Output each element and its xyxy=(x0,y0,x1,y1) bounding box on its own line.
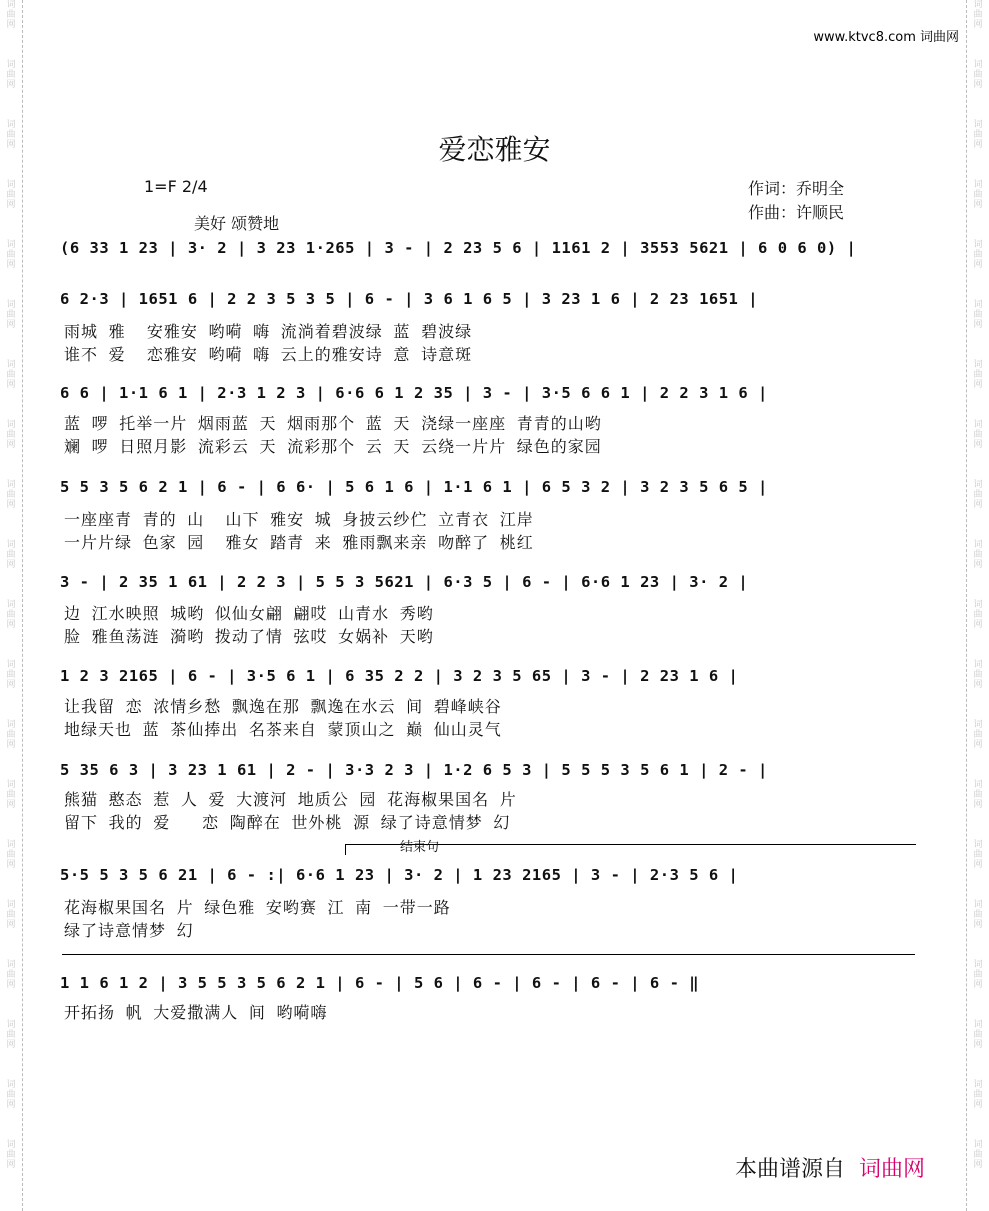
lyricist: 作词：乔明全 xyxy=(748,179,845,198)
watermark-text: 词曲网 xyxy=(6,540,16,570)
watermark-text: 词曲网 xyxy=(6,120,16,150)
notation-line: 6 6 | 1·1 6 1 | 2·3 1 2 3 | 6·6 6 1 2 35 | 3 - | 3·5 6 6 1 | 2 2 3 1 6 | xyxy=(60,384,768,402)
watermark-text: 词曲网 xyxy=(6,360,16,390)
lyric-verse-2: 谁不 爱 恋雅安 哟嗬 嗨 云上的雅安诗 意 诗意斑 xyxy=(64,345,473,364)
watermark-text: 词曲网 xyxy=(6,780,16,810)
watermark-text: 词曲网 xyxy=(6,300,16,330)
notation-line: 5 5 3 5 6 2 1 | 6 - | 6 6· | 5 6 1 6 | 1·1 6 1 | 6 5 3 2 | 3 2 3 5 6 5 | xyxy=(60,478,768,496)
notation-line: (6 33 1 23 | 3· 2 | 3 23 1·265 | 3 - | 2 23 5 6 | 1161 2 | 3553 5621 | 6 0 6 0) | xyxy=(60,239,857,257)
watermark-text: 词曲网 xyxy=(973,240,983,270)
watermark-text: 词曲网 xyxy=(6,60,16,90)
watermark-text: 词曲网 xyxy=(973,1020,983,1050)
lyric-verse-1: 边 江水映照 城哟 似仙女翩 翩哎 山青水 秀哟 xyxy=(64,604,434,623)
notation-line: 3 - | 2 35 1 61 | 2 2 3 | 5 5 3 5621 | 6·3 5 | 6 - | 6·6 1 23 | 3· 2 | xyxy=(60,573,749,591)
lyric-verse-1: 开拓扬 帆 大爱撒满人 间 哟嗬嗨 xyxy=(64,1003,328,1022)
lyric-verse-1: 一座座青 青的 山 山下 雅安 城 身披云纱伫 立青衣 江岸 xyxy=(64,510,534,529)
watermark-text: 词曲网 xyxy=(973,600,983,630)
notation-line: 5·5 5 3 5 6 21 | 6 - :| 6·6 1 23 | 3· 2 | 1 23 2165 | 3 - | 2·3 5 6 | xyxy=(60,866,739,884)
lyric-verse-1: 雨城 雅 安雅安 哟嗬 嗨 流淌着碧波绿 蓝 碧波绿 xyxy=(64,322,473,341)
watermark-text: 词曲网 xyxy=(973,0,983,30)
credits xyxy=(748,177,844,225)
watermark-text: 词曲网 xyxy=(973,1140,983,1170)
watermark-text: 词曲网 xyxy=(6,720,16,750)
lyric-verse-2: 绿了诗意情梦 幻 xyxy=(64,921,194,940)
watermark-text: 词曲网 xyxy=(973,60,983,90)
lyric-verse-2: 斓 啰 日照月影 流彩云 天 流彩那个 云 天 云绕一片片 绿色的家园 xyxy=(64,437,602,456)
watermark-text: 词曲网 xyxy=(973,840,983,870)
watermark-text: 词曲网 xyxy=(6,1020,16,1050)
lyric-verse-2: 地绿天也 蓝 茶仙捧出 名茶来自 蒙顶山之 巅 仙山灵气 xyxy=(64,720,502,739)
watermark-text: 词曲网 xyxy=(6,600,16,630)
watermark-text: 词曲网 xyxy=(973,300,983,330)
watermark-text: 词曲网 xyxy=(973,660,983,690)
watermark-text: 词曲网 xyxy=(6,660,16,690)
watermark-text: 词曲网 xyxy=(973,780,983,810)
lyric-verse-2: 脸 雅鱼荡涟 漪哟 拨动了情 弦哎 女娲补 天哟 xyxy=(64,627,434,646)
watermark-text: 词曲网 xyxy=(973,120,983,150)
watermark-text: 词曲网 xyxy=(973,420,983,450)
watermark-text: 词曲网 xyxy=(973,480,983,510)
footer-source-text: 本曲谱源自 xyxy=(735,1157,846,1182)
watermark-text: 词曲网 xyxy=(6,960,16,990)
notation-line: 6 2·3 | 1651 6 | 2 2 3 5 3 5 | 6 - | 3 6 1 6 5 | 3 23 1 6 | 2 23 1651 | xyxy=(60,290,759,308)
key-signature: 1=F 2/4 xyxy=(144,177,208,196)
watermark-text: 词曲网 xyxy=(6,840,16,870)
lyric-verse-2: 留下 我的 爱 恋 陶醉在 世外桃 源 绿了诗意情梦 幻 xyxy=(64,813,511,832)
watermark-text: 词曲网 xyxy=(973,900,983,930)
watermark-text: 词曲网 xyxy=(6,1140,16,1170)
watermark-text: 词曲网 xyxy=(6,180,16,210)
notation-line: 5 35 6 3 | 3 23 1 61 | 2 - | 3·3 2 3 | 1·2 6 5 3 | 5 5 5 3 5 6 1 | 2 - | xyxy=(60,761,768,779)
watermark-text: 词曲网 xyxy=(973,540,983,570)
footer-brand-link[interactable]: 词曲网 xyxy=(859,1157,926,1182)
lyric-verse-1: 花海椒果国名 片 绿色雅 安哟赛 江 南 一带一路 xyxy=(64,898,451,917)
watermark-text: 词曲网 xyxy=(6,0,16,30)
composer: 作曲：许顺民 xyxy=(748,203,845,222)
watermark-text: 词曲网 xyxy=(973,1080,983,1110)
right-watermark-strip xyxy=(966,0,989,1211)
expression-marking: 美好 颂赞地 xyxy=(194,214,280,233)
lyric-verse-2: 一片片绿 色家 园 雅女 踏青 来 雅雨飘来亲 吻醉了 桃红 xyxy=(64,533,534,552)
watermark-text: 词曲网 xyxy=(6,1080,16,1110)
watermark-text: 词曲网 xyxy=(973,960,983,990)
watermark-text: 词曲网 xyxy=(6,240,16,270)
notation-line: 1 2 3 2165 | 6 - | 3·5 6 1 | 6 35 2 2 | 3 2 3 5 65 | 3 - | 2 23 1 6 | xyxy=(60,667,739,685)
notation-line: 1 1 6 1 2 | 3 5 5 3 5 6 2 1 | 6 - | 5 6 | 6 - | 6 - | 6 - | 6 - ‖ xyxy=(60,974,700,992)
lyric-verse-1: 蓝 啰 托举一片 烟雨蓝 天 烟雨那个 蓝 天 浇绿一座座 青青的山哟 xyxy=(64,414,602,433)
watermark-text: 词曲网 xyxy=(973,720,983,750)
lyric-verse-1: 熊猫 憨态 惹 人 爱 大渡河 地质公 园 花海椒果国名 片 xyxy=(64,790,517,809)
ending-label: 结束句 xyxy=(400,840,440,855)
footer-source xyxy=(735,1152,925,1183)
watermark-text: 词曲网 xyxy=(6,900,16,930)
site-url[interactable]: www.ktvc8.com 词曲网 xyxy=(813,30,959,45)
watermark-text: 词曲网 xyxy=(6,480,16,510)
left-watermark-strip xyxy=(0,0,23,1211)
final-section-line xyxy=(62,954,915,955)
song-title: 爱恋雅安 xyxy=(438,133,551,166)
watermark-text: 词曲网 xyxy=(6,420,16,450)
lyric-verse-1: 让我留 恋 浓情乡愁 飘逸在那 飘逸在水云 间 碧峰峡谷 xyxy=(64,697,502,716)
watermark-text: 词曲网 xyxy=(973,180,983,210)
watermark-text: 词曲网 xyxy=(973,360,983,390)
